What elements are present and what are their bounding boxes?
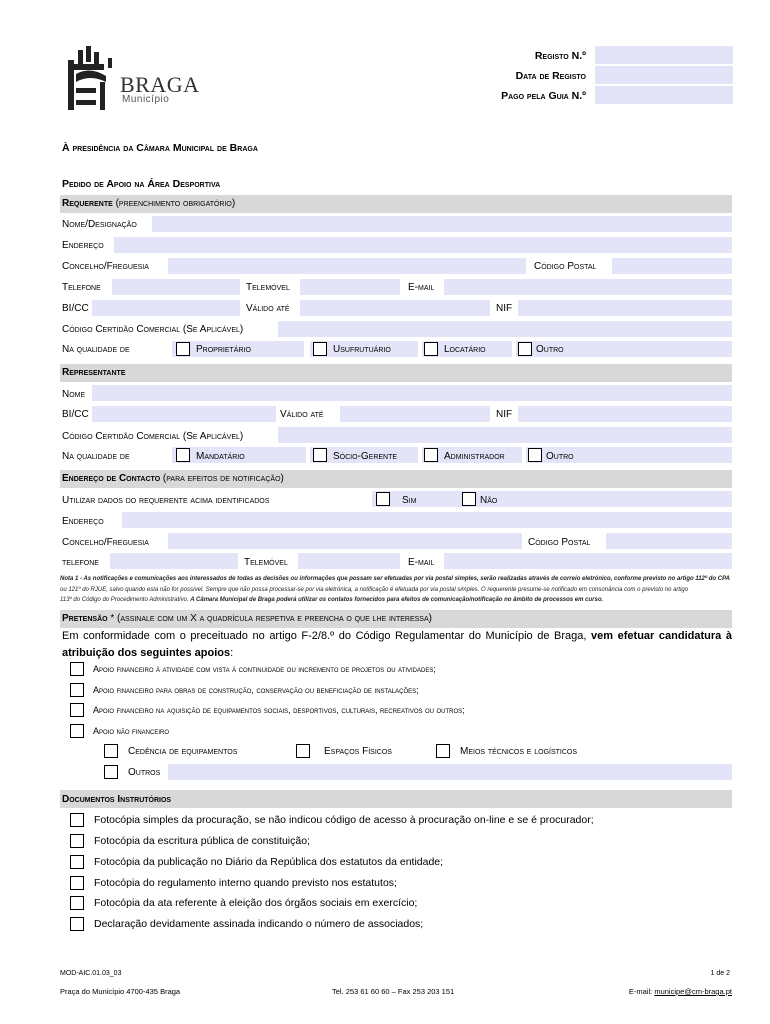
outro-label: Outro (536, 344, 564, 355)
locatario-checkbox[interactable] (424, 342, 438, 356)
nif-label: NIF (496, 303, 513, 314)
proprietario-checkbox[interactable] (176, 342, 190, 356)
apoio-2-checkbox[interactable] (70, 683, 84, 697)
espacos-label: Espaços Físicos (324, 746, 392, 757)
cp-field[interactable] (612, 258, 732, 274)
usufrutuario-checkbox[interactable] (313, 342, 327, 356)
endereco-field[interactable] (114, 237, 732, 253)
valido-field[interactable] (300, 300, 490, 316)
certidao-label: Código Certidão Comercial (Se Aplicável) (62, 324, 244, 335)
doc-5-label: Fotocópia da ata referente à eleição dos órgãos sociais em exercício; (94, 897, 418, 909)
pretensao-intro: Em conformidade com o preceituado no artigo F-2/8.º do Código Regulamentar do Município de Braga, vem efetuar candidatura à atribuição dos seguintes apoios: (62, 630, 732, 659)
administrador-checkbox[interactable] (424, 448, 438, 462)
cedencia-checkbox[interactable] (104, 744, 118, 758)
form-code: MOD-AIC.01.03_03 (60, 970, 122, 977)
cont-email-field[interactable] (444, 553, 732, 569)
outros-field[interactable] (168, 764, 732, 780)
doc-6-checkbox[interactable] (70, 917, 84, 931)
apoio-4-checkbox[interactable] (70, 724, 84, 738)
doc-3-checkbox[interactable] (70, 855, 84, 869)
doc-1-checkbox[interactable] (70, 813, 84, 827)
data-registo-label: Data de Registo (515, 70, 586, 82)
outros-checkbox[interactable] (104, 765, 118, 779)
doc-5-checkbox[interactable] (70, 896, 84, 910)
bicc-field[interactable] (92, 300, 240, 316)
espacos-checkbox[interactable] (296, 744, 310, 758)
registo-label: Registo N.º (534, 50, 586, 62)
email-field[interactable] (444, 279, 732, 295)
nota-line-2: ou 121º do RJUE, salvo quando esta não for possível. Sempre que não possa processar-se por via eletrónica, a notificação é efetuada por via postal simples. O requerente presume-se notificado em consonância com o previsto no artigo (60, 587, 689, 593)
rep-outro-checkbox[interactable] (528, 448, 542, 462)
logo-sub: Município (122, 94, 170, 105)
doc-1-label: Fotocópia simples da procuração, se não indicou código de acesso à procuração on-line e se é procurador; (94, 814, 594, 826)
footer-address: Praça do Município 4700-435 Braga (60, 987, 181, 996)
page-number: 1 de 2 (710, 970, 730, 977)
cont-endereco-label: Endereço (62, 516, 104, 527)
braga-logo (64, 44, 200, 112)
outros-label: Outros (128, 767, 161, 778)
pretensao-header: Pretensão * (assinale com um X a quadrícula respetiva e preencha o que lhe interessa) (62, 613, 432, 624)
telefone-label: Telefone (62, 282, 101, 293)
cont-cp-field[interactable] (606, 533, 732, 549)
cont-telefone-label: telefone (62, 557, 99, 568)
certidao-field[interactable] (278, 321, 732, 337)
nome-field[interactable] (152, 216, 732, 232)
data-registo-field[interactable] (595, 66, 733, 84)
utilizar-opt-bg (372, 491, 732, 507)
cont-cp-label: Código Postal (528, 537, 591, 548)
rep-valido-field[interactable] (340, 406, 490, 422)
cont-email-label: E-mail (408, 557, 435, 568)
guia-label: Pago pela Guia N.º (501, 90, 586, 102)
administrador-label: Administrador (444, 451, 505, 462)
rep-valido-label: Válido até (280, 409, 324, 420)
nome-label: Nome/Designação (62, 219, 137, 230)
cp-label: Código Postal (534, 261, 597, 272)
cont-endereco-field[interactable] (122, 512, 732, 528)
apoio-3-checkbox[interactable] (70, 703, 84, 717)
nif-field[interactable] (518, 300, 732, 316)
doc-4-checkbox[interactable] (70, 876, 84, 890)
mandatario-label: Mandatário (196, 451, 245, 462)
cont-telefone-field[interactable] (110, 553, 238, 569)
footer-tel: Tel. 253 61 60 60 – Fax 253 203 151 (332, 987, 455, 996)
socio-gerente-label: Sócio-Gerente (333, 451, 398, 462)
endereco-label: Endereço (62, 240, 104, 251)
rep-certidao-label: Código Certidão Comercial (Se Aplicável) (62, 431, 244, 442)
telefone-field[interactable] (112, 279, 240, 295)
email-link[interactable]: municipe@cm-braga.pt (654, 987, 732, 996)
concelho-label: Concelho/Freguesia (62, 261, 149, 272)
doc-2-checkbox[interactable] (70, 834, 84, 848)
representante-header-bar (60, 364, 732, 382)
sim-checkbox[interactable] (376, 492, 390, 506)
rep-nome-field[interactable] (92, 385, 732, 401)
requerente-header: Requerente (preenchimento obrigatório) (62, 198, 236, 209)
utilizar-label: Utilizar dados do requerente acima identificados (62, 495, 270, 506)
cedencia-label: Cedência de equipamentos (128, 746, 238, 757)
braga-coat-of-arms-icon (64, 44, 120, 112)
rep-bicc-label: BI/CC (62, 409, 89, 420)
apoio-2-label: Apoio financeiro para obras de construção, conservação ou beneficiação de instalações; (93, 685, 419, 695)
rep-certidao-field[interactable] (278, 427, 732, 443)
guia-field[interactable] (595, 86, 733, 104)
valido-label: Válido até (246, 303, 290, 314)
socio-gerente-checkbox[interactable] (313, 448, 327, 462)
bicc-label: BI/CC (62, 303, 89, 314)
footer-email: E-mail: municipe@cm-braga.pt (628, 987, 732, 996)
concelho-field[interactable] (168, 258, 526, 274)
form-title: Pedido de Apoio na Área Desportiva (62, 178, 221, 190)
addressee: À presidência da Câmara Municipal de Braga (62, 142, 258, 154)
locatario-label: Locatário (444, 344, 486, 355)
doc-4-label: Fotocópia do regulamento interno quando previsto nos estatutos; (94, 877, 397, 889)
qualidade-label: Na qualidade de (62, 344, 130, 355)
apoio-3-label: Apoio financeiro na aquisição de equipamentos sociais, desportivos, culturais, recreativos ou outros; (93, 705, 465, 715)
logo-name: BRAGA (120, 72, 200, 97)
sim-label: Sim (402, 495, 417, 506)
apoio-4-label: Apoio não financeiro (93, 726, 170, 736)
mandatario-checkbox[interactable] (176, 448, 190, 462)
nao-label: Não (480, 495, 498, 506)
registo-field[interactable] (595, 46, 733, 64)
doc-3-label: Fotocópia da publicação no Diário da República dos estatutos da entidade; (94, 856, 444, 868)
outro-checkbox[interactable] (518, 342, 532, 356)
rep-outro-label: Outro (546, 451, 574, 462)
contacto-header: Endereço de Contacto (para efeitos de notificação) (62, 473, 284, 484)
telemovel-label: Telemóvel (246, 282, 290, 293)
telemovel-field[interactable] (300, 279, 400, 295)
apoio-1-label: Apoio financeiro à atividade com vista à continuidade ou incremento de projetos ou atividades; (93, 664, 436, 674)
meios-checkbox[interactable] (436, 744, 450, 758)
email-label: E-mail (408, 282, 435, 293)
rep-nif-field[interactable] (518, 406, 732, 422)
rep-bicc-field[interactable] (92, 406, 276, 422)
nota-line-1: Nota 1 - As notificações e comunicações aos interessados de todas as decisões ou informações que possam ser efetuadas por via postal simples, serão realizadas através de correio eletrónico, conforme previsto no artigo 112º do CPA (60, 576, 730, 582)
meios-label: Meios técnicos e logísticos (460, 746, 578, 757)
proprietario-label: Proprietário (196, 344, 251, 355)
apoio-1-checkbox[interactable] (70, 662, 84, 676)
cont-telemovel-label: Telemóvel (244, 557, 288, 568)
representante-header: Representante (62, 367, 126, 378)
rep-nif-label: NIF (496, 409, 513, 420)
doc-6-label: Declaração devidamente assinada indicando o número de associados; (94, 918, 424, 930)
nota-line-3: 113º do Código do Procedimento Administrativo. A Câmara Municipal de Braga poderá utilizar os contatos fornecidos para efeitos de comunicação/notificação no âmbito de processos em curso. (60, 597, 604, 603)
documentos-header: Documentos Instrutórios (62, 794, 172, 805)
rep-qualidade-label: Na qualidade de (62, 451, 130, 462)
nao-checkbox[interactable] (462, 492, 476, 506)
cont-telemovel-field[interactable] (298, 553, 400, 569)
cont-concelho-label: Concelho/Freguesia (62, 537, 149, 548)
doc-2-label: Fotocópia da escritura pública de constituição; (94, 835, 310, 847)
rep-nome-label: Nome (62, 389, 86, 400)
cont-concelho-field[interactable] (168, 533, 522, 549)
usufrutuario-label: Usufrutuário (333, 344, 391, 355)
